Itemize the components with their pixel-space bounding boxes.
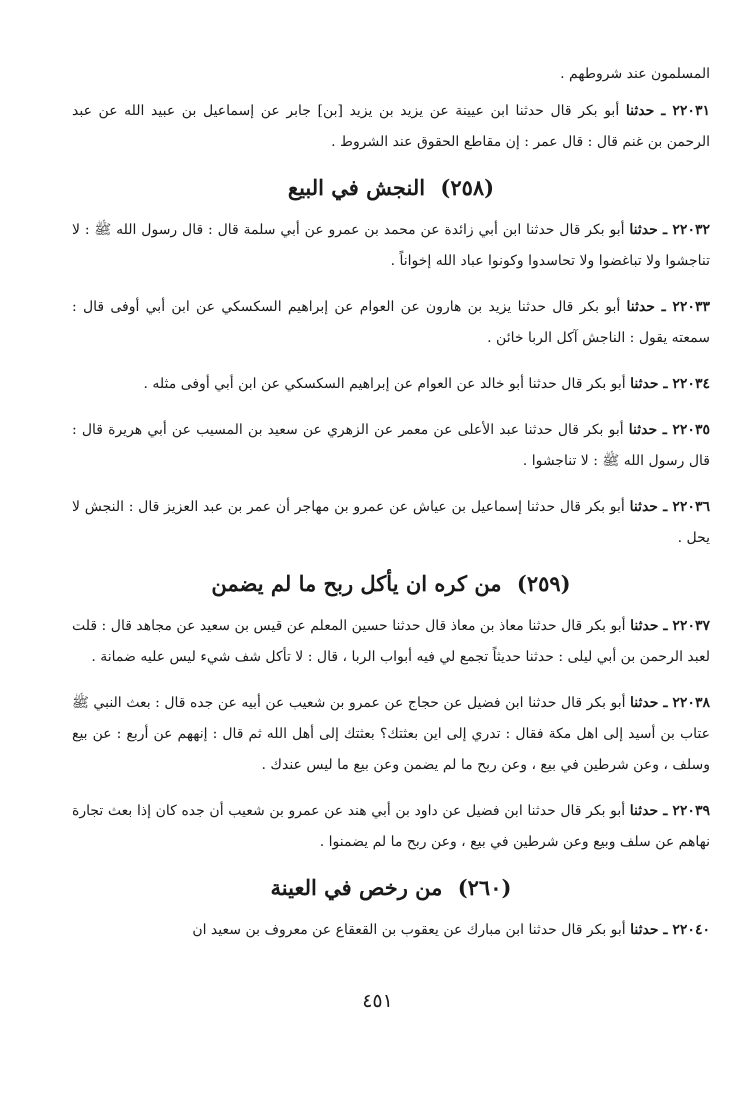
- hadith-text: أبو بكر قال حدثنا ابن أبي زائدة عن محمد بن عمرو عن أبي سلمة قال : قال رسول الله ﷺ : لا تناجشوا ولا تباغضوا ولا تحاسدوا وكونوا عباد الله إخواناً .: [72, 222, 710, 269]
- hadith-text: أبو بكر قال حدثنا ابن فضيل عن داود بن أبي هند عن عمرو بن شعيب أن جده كان إذا بعث تجارة نهاهم عن سلف وبيع وعن شرطين في بيع ، وعن ربح ما لم يضمنوا .: [72, 803, 710, 850]
- narration-intro: حدثنا: [630, 376, 659, 392]
- hadith-text: أبو بكر قال حدثنا ابن عيينة عن يزيد بن يزيد [بن] جابر عن إسماعيل بن عبيد الله عن عبد الرحمن بن غنم قال : قال عمر : إن مقاطع الحقوق عند الشروط .: [72, 103, 710, 150]
- hadith-text: أبو بكر قال حدثنا يزيد بن هارون عن العوام عن إبراهيم السكسكي عن ابن أبي أوفى قال : سمعته يقول : الناجش آكل الربا خائن .: [72, 299, 710, 346]
- narration-intro: حدثنا: [630, 695, 659, 711]
- hadith-number: ٢٢٠٣٥: [672, 422, 710, 438]
- page-number: ٤٥١: [362, 990, 393, 1012]
- chapter-title: من كره ان يأكل ربح ما لم يضمن: [211, 571, 502, 596]
- hadith-number: ٢٢٠٣٨: [672, 695, 710, 711]
- hadith-entry: [72, 292, 710, 354]
- number-dash: ـ: [658, 803, 673, 819]
- hadith-entry: [72, 915, 710, 946]
- chapter-number: (٢٦٠): [457, 875, 512, 900]
- hadith-number: ٢٢٠٣٦: [672, 499, 710, 515]
- narration-intro: حدثنا: [628, 422, 658, 438]
- hadith-text: أبو بكر قال حدثنا إسماعيل بن عياش عن عمرو بن مهاجر أن عمر بن عبد العزيز قال : النجش لا يحل .: [72, 499, 710, 546]
- hadith-number: ٢٢٠٣٣: [672, 299, 710, 315]
- chapter-number: (٢٥٩): [516, 571, 571, 596]
- hadith-number: ٢٢٠٣٤: [672, 376, 710, 392]
- hadith-number: ٢٢٠٣٢: [672, 222, 711, 238]
- hadith-entry: [72, 215, 710, 277]
- hadith-entry: [72, 96, 710, 158]
- hadith-number: ٢٢٠٤٠: [672, 922, 710, 938]
- number-dash: ـ: [657, 422, 673, 438]
- chapter-heading: [72, 873, 710, 903]
- number-dash: ـ: [654, 299, 673, 315]
- chapter-heading: [72, 173, 710, 203]
- hadith-entry: [72, 611, 710, 673]
- number-dash: ـ: [657, 499, 673, 515]
- narration-intro: حدثنا: [629, 803, 659, 819]
- chapter-number: (٢٥٨): [440, 175, 495, 200]
- hadith-number: ٢٢٠٣٧: [672, 618, 711, 634]
- hadith-text: أبو بكر قال حدثنا ابن فضيل عن حجاج عن عمرو بن شعيب عن أبيه عن جده قال : بعث النبي ﷺ عتاب بن أسيد إلى اهل مكة فقال : تدري إلى اين بعثتك؟ بعثتك إلى أهل الله ثم قال : إنههم عن أربع : عن بيع وسلف ، وعن شرطين في بيع ، وعن ربح ما لم يضمن وعن بيع ما ليس عندك .: [72, 695, 710, 773]
- number-dash: ـ: [658, 376, 673, 392]
- chapter-title: من رخص في العينة: [270, 875, 443, 900]
- number-dash: ـ: [658, 695, 673, 711]
- text-column: [72, 60, 710, 961]
- hadith-entry: [72, 796, 710, 858]
- hadith-text: أبو بكر قال حدثنا أبو خالد عن العوام عن إبراهيم السكسكي عن ابن أبي أوفى مثله .: [143, 376, 626, 392]
- hadith-number: ٢٢٠٣١: [672, 103, 710, 119]
- narration-intro: حدثنا: [629, 499, 658, 515]
- narration-intro: حدثنا: [630, 922, 659, 938]
- narration-intro: حدثنا: [625, 103, 655, 119]
- hadith-entry: [72, 688, 710, 781]
- number-dash: ـ: [657, 222, 673, 238]
- hadith-entry: [72, 369, 710, 400]
- hadith-text: أبو بكر قال حدثنا معاذ بن معاذ قال حدثنا حسين المعلم عن قيس بن سعيد عن مجاهد قال : قلت لعبد الرحمن بن أبي ليلى : حدثنا حديثاً تجمع لي فيه أبواب الربا ، قال : لا تأكل شف شيء ليس عليه ضمانة .: [72, 618, 710, 665]
- number-dash: ـ: [658, 922, 673, 938]
- hadith-number: ٢٢٠٣٩: [672, 803, 710, 819]
- narration-intro: حدثنا: [626, 299, 655, 315]
- narration-intro: حدثنا: [629, 222, 658, 238]
- chapter-heading: [72, 569, 710, 599]
- number-dash: ـ: [654, 103, 673, 119]
- narration-intro: حدثنا: [630, 618, 659, 634]
- hadith-entry: [72, 415, 710, 477]
- chapter-title: النجش في البيع: [287, 175, 426, 200]
- hadith-entry: [72, 492, 710, 554]
- number-dash: ـ: [658, 618, 673, 634]
- hadith-text: أبو بكر قال حدثنا عبد الأعلى عن معمر عن الزهري عن سعيد بن المسيب عن أبي هريرة قال : قال رسول الله ﷺ : لا تناجشوا .: [72, 422, 710, 469]
- continuation-line: المسلمون عند شروطهم .: [560, 66, 710, 82]
- hadith-text: أبو بكر قال حدثنا ابن مبارك عن يعقوب بن القعقاع عن معروف بن سعيد ان: [192, 922, 626, 938]
